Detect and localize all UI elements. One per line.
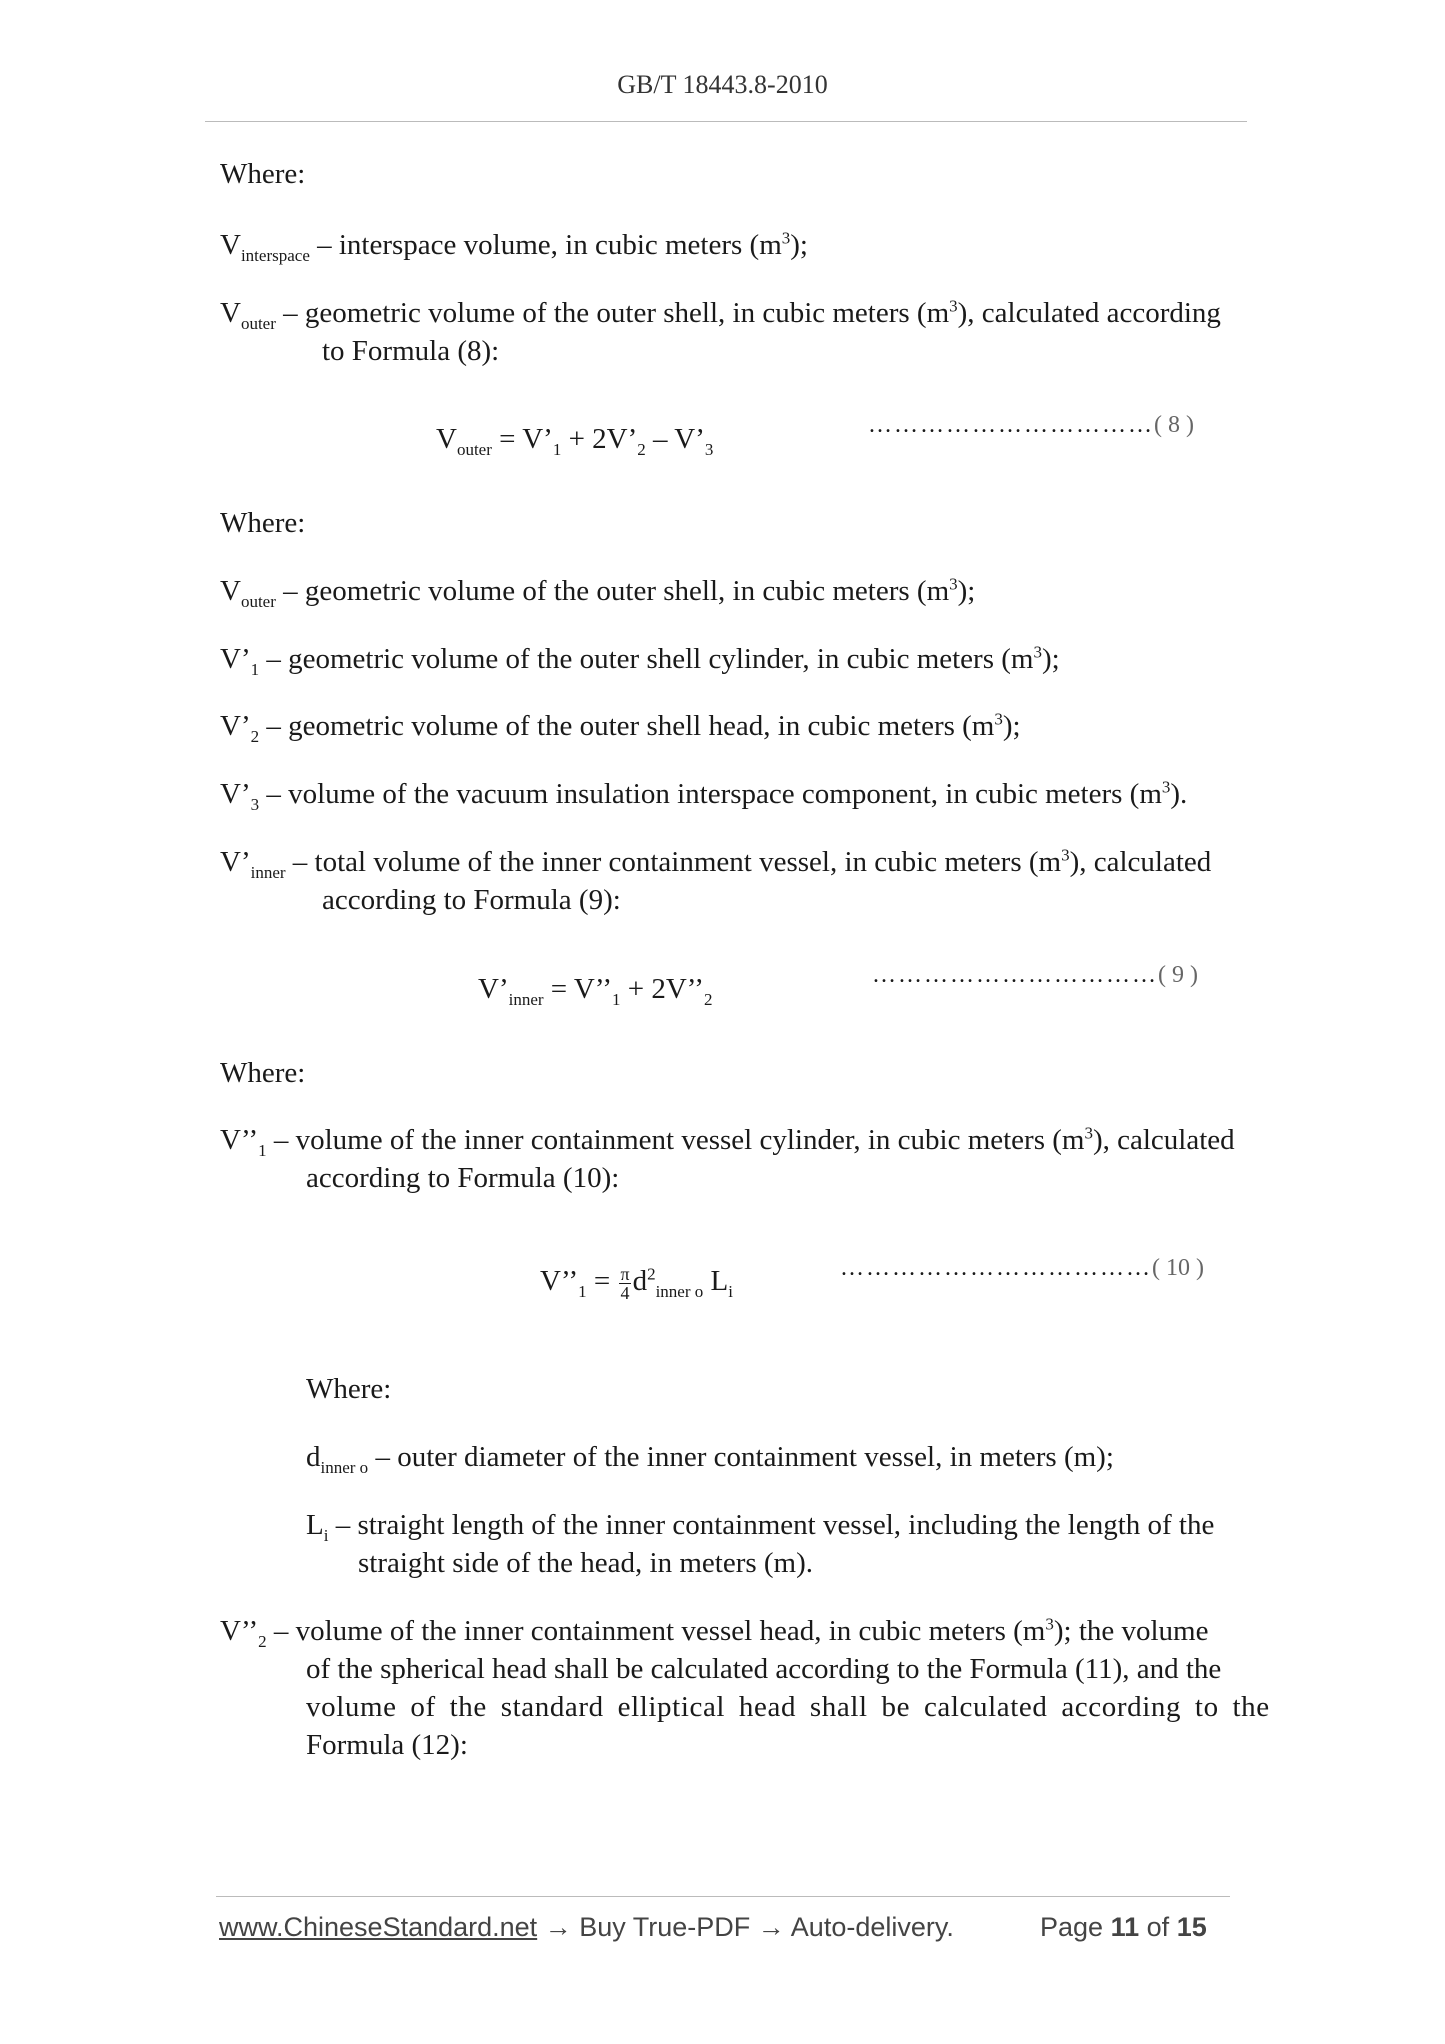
pi-over-4-fraction xyxy=(619,1265,630,1302)
def-v-outer xyxy=(220,294,1236,332)
definition-tail: ), calculated xyxy=(1069,846,1212,878)
where-label-3: Where: xyxy=(220,1057,306,1089)
definition-text: – outer diameter of the inner containment vessel, in meters (m); xyxy=(375,1441,1114,1473)
definition-text: – volume of the inner containment vessel head, in cubic meters (m xyxy=(273,1615,1046,1647)
superscript: 3 xyxy=(994,709,1003,729)
f8-term-a-sub: 1 xyxy=(552,439,562,459)
symbol: V xyxy=(220,575,241,607)
f9-term-a: = V’’ xyxy=(550,973,612,1005)
arrow-icon: → xyxy=(757,1912,785,1942)
definition-text: – geometric volume of the outer shell, in cubic meters (m xyxy=(283,575,950,607)
symbol: V’ xyxy=(220,710,251,742)
formula-8 xyxy=(436,420,713,458)
def-v-dprime-2-line4: Formula (12): xyxy=(306,1729,468,1761)
symbol: V’ xyxy=(220,846,251,878)
symbol: L xyxy=(306,1509,324,1541)
subscript: outer xyxy=(240,591,276,611)
definition-text: – total volume of the inner containment vessel, in cubic meters (m xyxy=(292,846,1062,878)
superscript: 3 xyxy=(949,296,958,316)
definition-text: – geometric volume of the outer shell cylinder, in cubic meters (m xyxy=(266,643,1034,675)
f10-d-sup: 2 xyxy=(647,1264,656,1284)
superscript: 3 xyxy=(1033,642,1042,662)
def-v-dprime-1 xyxy=(220,1121,1235,1159)
subscript: 3 xyxy=(250,794,260,814)
formula-number: ( 9 ) xyxy=(1158,962,1198,988)
def-v-dprime-2-line3: volume of the standard elliptical head shall be calculated according to the xyxy=(306,1691,1270,1723)
fraction-denominator: 4 xyxy=(620,1282,630,1303)
superscript: 3 xyxy=(1084,1123,1093,1143)
page-indicator xyxy=(1040,1912,1207,1943)
f9-term-a-sub: 1 xyxy=(611,989,621,1009)
page-total: 15 xyxy=(1176,1912,1207,1942)
f8-term-c: – V’ xyxy=(653,423,705,455)
symbol: V’’ xyxy=(220,1615,259,1647)
superscript: 3 xyxy=(781,228,791,248)
buy-true-pdf-text: Buy True-PDF xyxy=(579,1912,751,1942)
definition-text: – volume of the vacuum insulation interspace component, in cubic meters (m xyxy=(266,778,1162,810)
header-divider xyxy=(205,121,1247,122)
definition-text: – volume of the inner containment vessel cylinder, in cubic meters (m xyxy=(273,1124,1085,1156)
website-link[interactable]: www.ChineseStandard.net xyxy=(219,1912,538,1942)
page-label: Page xyxy=(1040,1912,1104,1942)
def-v-prime-inner-cont: according to Formula (9): xyxy=(322,884,621,916)
f8-term-b: + 2V’ xyxy=(568,423,638,455)
subscript: i xyxy=(323,1525,329,1545)
page-number: 11 xyxy=(1110,1912,1140,1942)
def-v-prime-3 xyxy=(220,775,1187,813)
f10-lhs: V’’ xyxy=(540,1265,579,1297)
formula-9 xyxy=(478,970,712,1008)
subscript: 1 xyxy=(250,659,260,679)
subscript: 2 xyxy=(250,726,260,746)
def-v-outer-cont: to Formula (8): xyxy=(322,335,500,367)
leader-dots: …………………………… xyxy=(872,962,1158,988)
superscript: 3 xyxy=(1061,845,1070,865)
symbol: V’ xyxy=(220,778,251,810)
leader-dots: …………………………… xyxy=(868,412,1154,438)
definition-tail: ); xyxy=(957,575,976,607)
definition-tail: ), calculated according xyxy=(957,297,1221,329)
definition-tail: ); the volume xyxy=(1053,1615,1209,1647)
def-v-dprime-2-line2: of the spherical head shall be calculated according to the Formula (11), and the xyxy=(306,1653,1222,1685)
def-d-inner-o xyxy=(306,1438,1114,1476)
f9-lhs-sub: inner xyxy=(508,989,544,1009)
superscript: 3 xyxy=(949,574,958,594)
f10-l: L xyxy=(710,1265,729,1297)
def-v-prime-1 xyxy=(220,640,1060,678)
f8-lhs-sub: outer xyxy=(456,439,492,459)
footer-links xyxy=(219,1912,954,1943)
definition-text: – interspace volume, in cubic meters (m xyxy=(317,229,782,261)
subscript: 1 xyxy=(258,1140,267,1160)
superscript: 3 xyxy=(1161,777,1171,797)
subscript: interspace xyxy=(240,245,310,265)
definition-text: – geometric volume of the outer shell, in cubic meters (m xyxy=(283,297,950,329)
definition-tail: ). xyxy=(1170,778,1188,810)
def-v-interspace xyxy=(220,226,808,264)
superscript: 3 xyxy=(1045,1614,1054,1634)
f10-l-sub: i xyxy=(728,1281,733,1301)
f9-term-b: + 2V’’ xyxy=(627,973,704,1005)
subscript: 2 xyxy=(258,1631,267,1651)
formula-10 xyxy=(540,1262,733,1302)
f10-d: d xyxy=(632,1265,648,1297)
where-label-1: Where: xyxy=(220,158,306,190)
f8-term-b-sub: 2 xyxy=(637,439,646,459)
f10-equals: = xyxy=(593,1265,611,1297)
definition-text: – straight length of the inner containment vessel, including the length of the xyxy=(335,1509,1215,1541)
def-v-prime-inner xyxy=(220,843,1211,881)
def-v-dprime-2 xyxy=(220,1612,1209,1650)
auto-delivery-text: Auto-delivery. xyxy=(790,1912,954,1942)
def-l-i-cont: straight side of the head, in meters (m). xyxy=(358,1547,814,1579)
definition-tail: ), calculated xyxy=(1092,1124,1235,1156)
formula-10-leader xyxy=(840,1255,1204,1282)
subscript: inner o xyxy=(320,1457,369,1477)
subscript: outer xyxy=(240,313,276,333)
formula-8-leader xyxy=(868,412,1194,439)
f10-d-sub: inner o xyxy=(655,1281,704,1301)
f9-term-b-sub: 2 xyxy=(703,989,713,1009)
def-v-prime-2 xyxy=(220,707,1021,745)
formula-number: ( 10 ) xyxy=(1152,1255,1204,1281)
footer-divider xyxy=(216,1896,1230,1897)
symbol: V xyxy=(220,229,241,261)
def-l-i xyxy=(306,1506,1214,1544)
symbol: d xyxy=(306,1441,321,1473)
def-v-dprime-1-cont: according to Formula (10): xyxy=(306,1162,620,1194)
f10-lhs-sub: 1 xyxy=(578,1281,587,1301)
def-v-outer-2 xyxy=(220,572,975,610)
f8-lhs: V xyxy=(436,423,457,455)
arrow-icon: → xyxy=(544,1912,572,1942)
fraction-numerator: π xyxy=(620,1263,630,1284)
definition-tail: ); xyxy=(790,229,808,261)
f9-lhs: V’ xyxy=(478,973,509,1005)
of-label: of xyxy=(1146,1912,1170,1942)
symbol: V’ xyxy=(220,643,251,675)
formula-number: ( 8 ) xyxy=(1154,412,1194,438)
document-id-header: GB/T 18443.8-2010 xyxy=(617,70,828,99)
symbol: V’’ xyxy=(220,1124,259,1156)
definition-text: – geometric volume of the outer shell head, in cubic meters (m xyxy=(266,710,995,742)
formula-9-leader xyxy=(872,962,1198,989)
where-label-4: Where: xyxy=(306,1373,392,1405)
leader-dots: ……………………………… xyxy=(840,1255,1152,1281)
subscript: inner xyxy=(250,862,286,882)
definition-tail: ); xyxy=(1002,710,1021,742)
definition-tail: ); xyxy=(1041,643,1060,675)
f8-term-c-sub: 3 xyxy=(704,439,714,459)
symbol: V xyxy=(220,297,241,329)
f8-term-a: = V’ xyxy=(499,423,553,455)
where-label-2: Where: xyxy=(220,507,306,539)
